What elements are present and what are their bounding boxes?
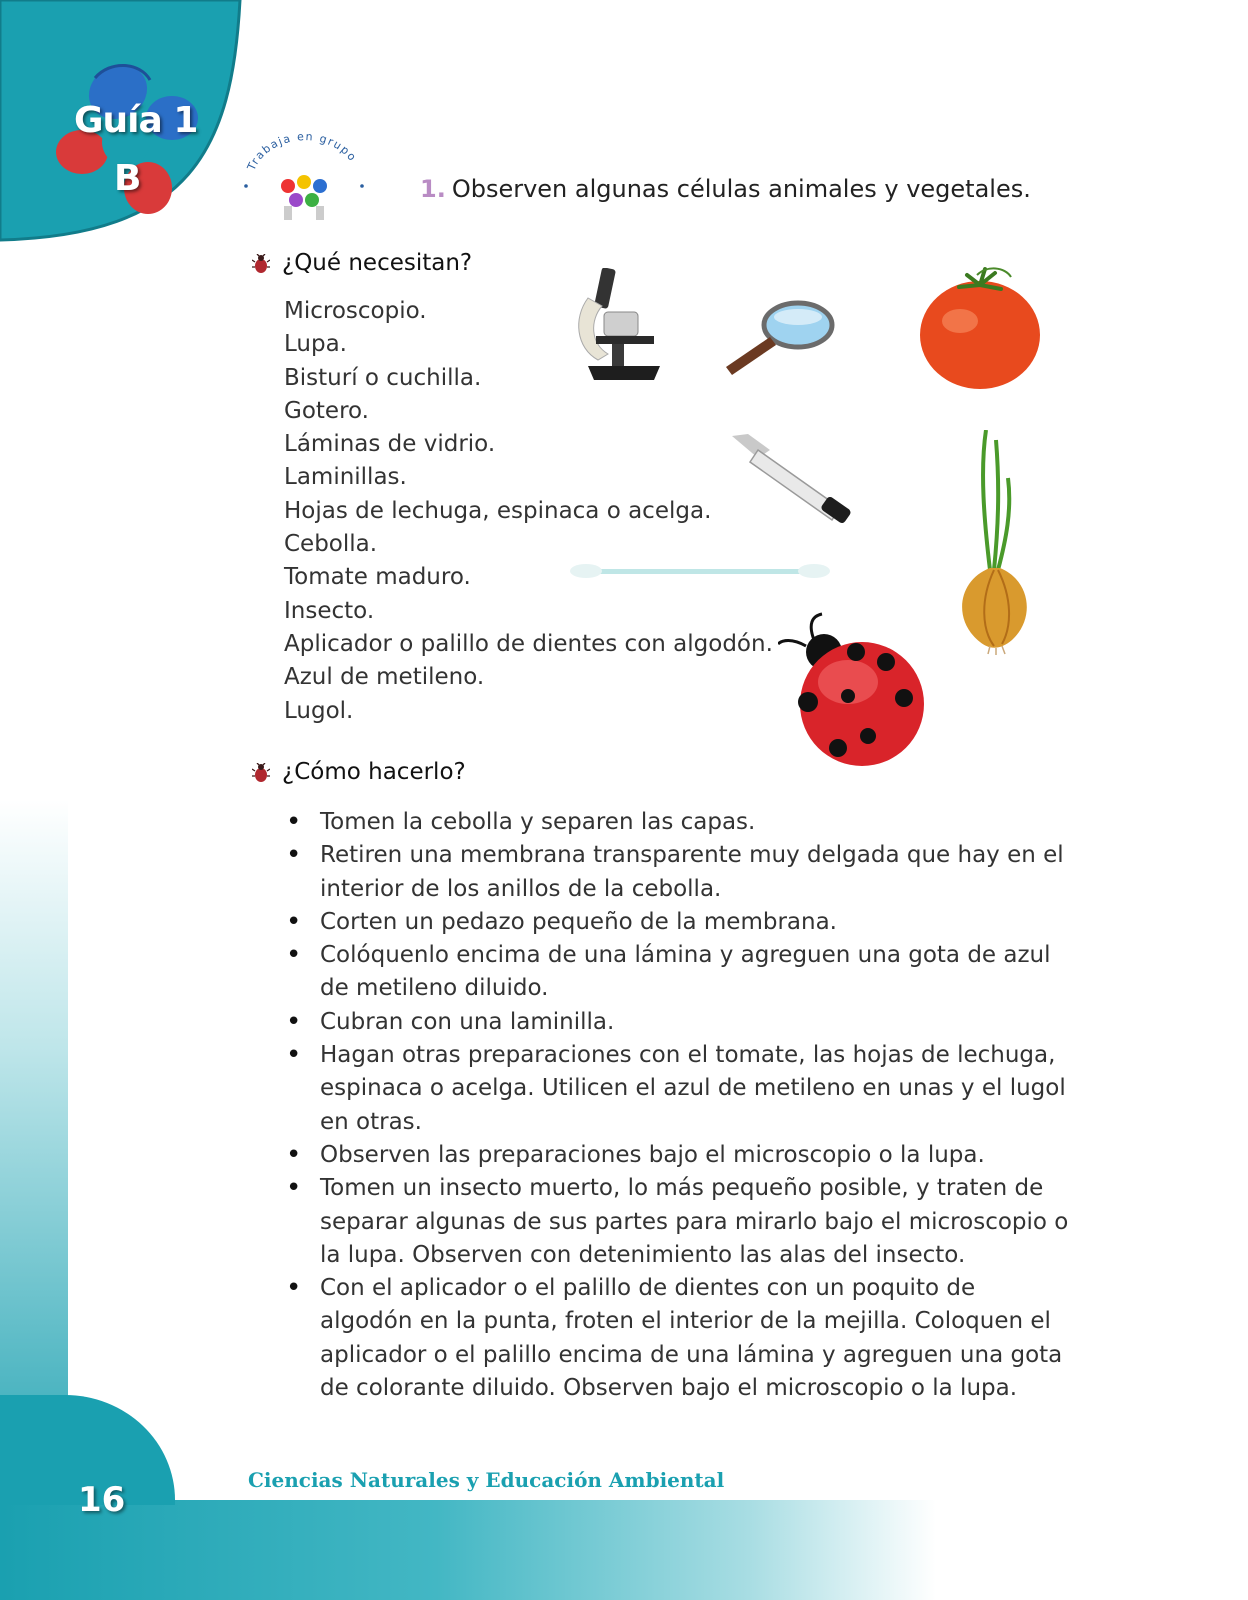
list-item: • Corten un pedazo pequeño de la membrana.: [284, 906, 1074, 939]
svg-text:Trabaja en grupo: [244, 130, 359, 173]
list-item: Cebolla.: [284, 531, 378, 558]
list-item: • Tomen la cebolla y separen las capas.: [284, 806, 1074, 839]
list-item: • Tomen un insecto muerto, lo más pequeño posible, y traten de separar algunas de sus partes para mirarlo bajo el microscopio o la lupa. Observen con detenimiento las alas del insecto.: [284, 1172, 1074, 1272]
list-item: Gotero.: [284, 397, 369, 424]
list-item: Microscopio.: [284, 298, 427, 324]
list-item: Láminas de vidrio.: [284, 431, 496, 458]
procedure-heading-text: ¿Cómo hacerlo?: [282, 759, 466, 785]
list-item: Bisturí o cuchilla.: [284, 364, 482, 391]
cotton-applicator-image: [570, 560, 830, 582]
materials-list: [284, 295, 773, 728]
list-item: Lugol.: [284, 697, 354, 724]
list-item: • Hagan otras preparaciones con el tomate, las hojas de lechuga, espinaca o acelga. Utilicen el azul de metileno en unas y el lugol en otras.: [284, 1039, 1074, 1139]
group-work-label: Trabaja en grupo: [244, 130, 360, 173]
list-item: Insecto.: [284, 597, 375, 624]
magnifying-glass-image: [718, 295, 838, 380]
group-work-icon: [240, 128, 370, 228]
cutter-knife-image: [730, 432, 855, 527]
list-item: • Colóquenlo encima de una lámina y agreguen una gota de azul de metileno diluido.: [284, 939, 1074, 1006]
task-statement: [420, 175, 1031, 203]
subject-footer: Ciencias Naturales y Educación Ambiental: [248, 1468, 725, 1492]
tomato-image: [915, 263, 1045, 393]
list-item: Aplicador o palillo de dientes con algodón.: [284, 630, 773, 657]
list-item: • Retiren una membrana transparente muy delgada que hay en el interior de los anillos de la cebolla.: [284, 839, 1074, 906]
list-item: Lupa.: [284, 331, 347, 358]
microscope-image: [568, 268, 668, 388]
procedure-steps: [284, 806, 1074, 1405]
list-item: • Con el aplicador o el palillo de dientes con un poquito de algodón en la punta, froten el interior de la mejilla. Coloquen el aplicador o el palillo encima de una lámina y agreguen una gota de colorante diluido. Observen bajo el microscopio o la lupa.: [284, 1272, 1074, 1405]
guide-title: Guía 1: [74, 100, 198, 141]
guide-letter: B: [114, 158, 142, 199]
list-item: Laminillas.: [284, 464, 407, 491]
list-item: • Observen las preparaciones bajo el microscopio o la lupa.: [284, 1139, 1074, 1172]
list-item: Tomate maduro.: [284, 564, 471, 591]
list-item: • Cubran con una laminilla.: [284, 1006, 1074, 1039]
list-item: Hojas de lechuga, espinaca o acelga.: [284, 497, 712, 524]
page-number: 16: [78, 1480, 126, 1520]
bug-icon: [252, 254, 270, 274]
materials-heading: [252, 250, 472, 276]
task-text: Observen algunas células animales y vegetales.: [451, 175, 1031, 203]
task-number: 1.: [420, 175, 446, 203]
procedure-heading: [252, 759, 466, 785]
ladybug-image: [778, 612, 928, 767]
list-item: Azul de metileno.: [284, 664, 485, 691]
onion-image: [950, 430, 1040, 655]
bottom-decorative-band: [0, 1500, 1248, 1600]
materials-heading-text: ¿Qué necesitan?: [282, 250, 473, 276]
bug-icon: [252, 763, 270, 783]
